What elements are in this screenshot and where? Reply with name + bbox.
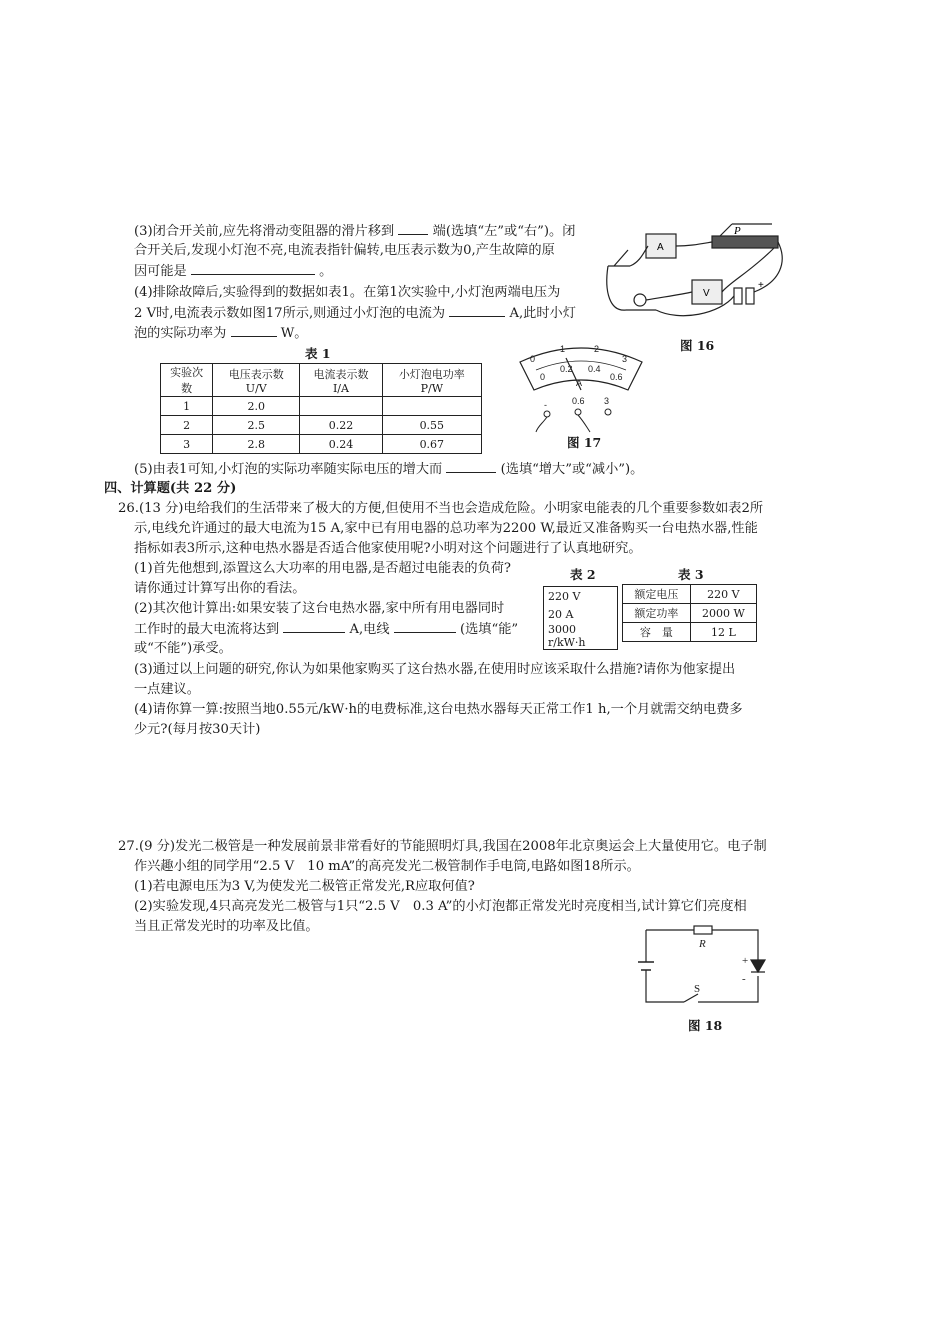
q26-part1-line1: (1)首先他想到,添置这么大功率的用电器,是否超过电能表的负荷? (134, 561, 512, 576)
answer-blank-left-right[interactable] (398, 222, 428, 235)
figure-18-led-circuit (638, 920, 768, 1012)
q25-p5-text-a: (5)由表1可知,小灯泡的实际功率随实际电压的增大而 (134, 462, 443, 477)
q27-part2-line2: 当且正常发光时的功率及比值。 (134, 919, 319, 934)
table-cell: 3 (161, 435, 213, 454)
table-row (544, 623, 618, 650)
q27-line2: 作兴趣小组的同学用“2.5 V 10 mA”的高亮发光二极管制作手电筒,电路如图18所示。 (134, 859, 640, 874)
table-row (161, 416, 482, 435)
table-cell: 3000 r/kW·h (544, 623, 618, 650)
table-cell: 2.8 (213, 435, 300, 454)
q25-part5-line (134, 460, 643, 479)
table-cell: 额定电压 (623, 585, 691, 604)
q25-part4-line2 (134, 304, 576, 323)
ammeter-label: A (657, 242, 664, 253)
q25-p3-text-e: 。 (319, 264, 333, 279)
table-cell: 1 (161, 397, 213, 416)
q27-line1: 27.(9 分)发光二极管是一种发展前景非常看好的节能照明灯具,我国在2008年北京奥运会上大量使用它。电子制 (118, 839, 767, 854)
table-cell: 220 V (544, 587, 618, 606)
table-1 (160, 363, 482, 454)
q26-part4-line2: 少元?(每月按30天计) (134, 722, 261, 737)
table-cell: 容 量 (623, 623, 691, 642)
table-row (161, 397, 482, 416)
terminal-3 (605, 409, 611, 415)
switch-symbol (684, 994, 698, 1002)
q26-line3: 指标如表3所示,这种电热水器是否适合他家使用呢?小明对这个问题进行了认真地研究。 (134, 541, 642, 556)
q25-p5-text-b: (选填“增大”或“减小”)。 (500, 462, 644, 477)
dial-unit-label: A (576, 378, 583, 388)
q25-part4-line3 (134, 324, 307, 343)
led-symbol (751, 960, 765, 972)
table-cell: 额定功率 (623, 604, 691, 623)
figure-18-caption: 图 18 (688, 1018, 723, 1033)
slider-label: P (734, 225, 741, 237)
wire (607, 266, 626, 310)
terminal-label: 0.6 (572, 396, 585, 406)
q27-part1: (1)若电源电压为3 V,为使发光二极管正常发光,R应取何值? (134, 879, 475, 894)
q26-part4-line1: (4)请你算一算:按照当地0.55元/kW·h的电费标准,这台电热水器每天正常工作1 h,一个月就需交纳电费多 (134, 702, 743, 717)
battery-cell-2 (746, 288, 754, 304)
dial-bottom-label: 0.4 (588, 364, 601, 374)
table-1-header: 小灯泡电功率 P/W (382, 364, 481, 397)
table-cell: 20 A (544, 605, 618, 623)
q25-p4-text-e: W。 (280, 326, 308, 341)
q26-line1: 26.(13 分)电给我们的生活带来了极大的方便,但使用不当也会造成危险。小明家电能表的几个重要参数如表2所 (118, 501, 764, 516)
table-cell: 12 L (690, 623, 756, 642)
led-plus-label: + (742, 955, 749, 967)
table-cell: 0.67 (382, 435, 481, 454)
table-3-title: 表 3 (678, 567, 704, 582)
resistor-label: R (699, 938, 706, 950)
terminal-label: - (544, 400, 547, 410)
battery-cell-1 (734, 288, 742, 304)
q26-line2: 示,电线允许通过的最大电流为15 A,家中已有用电器的总功率为2200 W,最近又准备购买一台电热水器,性能 (134, 521, 758, 536)
q25-part3-line3 (134, 262, 332, 281)
figure-17-ammeter-dial (516, 340, 646, 435)
dial-bottom-label: 0 (540, 372, 546, 382)
q25-p3-text-d: 因可能是 (134, 264, 187, 279)
rheostat-slider (720, 224, 772, 236)
q26-part2-line3: 或“不能”)承受。 (134, 641, 232, 656)
answer-blank-current[interactable] (449, 304, 505, 317)
q26-part3-line2: 一点建议。 (134, 682, 200, 697)
wire (536, 417, 547, 432)
table-row (623, 623, 757, 642)
q25-part3-line1 (134, 222, 575, 241)
lamp (634, 294, 646, 306)
switch-symbol (608, 250, 630, 266)
dial-scale (536, 361, 626, 370)
table-1-title: 表 1 (305, 346, 331, 361)
table-cell: 0.55 (382, 416, 481, 435)
dial-bottom-label: 0.2 (560, 364, 573, 374)
table-cell (300, 397, 382, 416)
dial-top-label: 1 (560, 344, 566, 354)
q26-part2-line2 (134, 620, 518, 639)
table-1-header: 电压表示数 U/V (213, 364, 300, 397)
table-row (161, 435, 482, 454)
table-1-header-row (161, 364, 482, 397)
wire (646, 292, 692, 300)
answer-blank-max-current[interactable] (283, 620, 345, 633)
dial-top-label: 3 (622, 354, 628, 364)
battery-plus-label: + (758, 280, 764, 291)
table-cell: 2 (161, 416, 213, 435)
q25-part3-line2: 合开关后,发现小灯泡不亮,电流表指针偏转,电压表示数为0,产生故障的原 (134, 243, 555, 258)
dial-bottom-label: 0.6 (610, 372, 623, 382)
table-1-header: 电流表示数 I/A (300, 364, 382, 397)
switch-label: S (694, 983, 701, 995)
wire (578, 415, 590, 432)
q26-p2-text-b: 工作时的最大电流将达到 (134, 622, 280, 637)
q26-part1-line2: 请你通过计算写出你的看法。 (134, 581, 306, 596)
table-row (623, 604, 757, 623)
table-cell: 2000 W (690, 604, 756, 623)
terminal-minus (544, 411, 550, 417)
table-row (544, 605, 618, 623)
dial-top-label: 2 (594, 344, 600, 354)
q27-part2-line1: (2)实验发现,4只高亮发光二极管与1只“2.5 V 0.3 A”的小灯泡都正常发光时亮度相当,试计算它们亮度相 (134, 899, 747, 914)
figure-17-caption: 图 17 (567, 435, 602, 450)
table-cell: 2.0 (213, 397, 300, 416)
q25-p4-text-c: A,此时小灯 (509, 306, 576, 321)
figure-16-caption: 图 16 (680, 338, 715, 353)
q25-p3-text-a: (3)闭合开关前,应先将滑动变阻器的滑片移到 (134, 224, 395, 239)
voltmeter-label: V (703, 288, 710, 299)
terminal-label: 3 (604, 396, 610, 406)
led-minus-label: - (742, 973, 746, 985)
table-1-header: 实验次数 (161, 364, 213, 397)
table-2-title: 表 2 (570, 567, 596, 582)
figure-16-circuit-apparatus (600, 222, 790, 334)
table-row (544, 587, 618, 606)
q26-p2-text-d: (选填“能” (459, 622, 519, 637)
q25-p4-text-b: 2 V时,电流表示数如图17所示,则通过小灯泡的电流为 (134, 306, 446, 321)
q25-p3-text-b: 端(选填“左”或“右”)。闭 (432, 224, 576, 239)
q25-p4-text-d: 泡的实际功率为 (134, 326, 227, 341)
table-cell: 0.24 (300, 435, 382, 454)
resistor-symbol (694, 926, 712, 934)
wire (630, 246, 648, 266)
table-cell: 220 V (690, 585, 756, 604)
answer-blank-trend[interactable] (446, 460, 496, 473)
terminal-0.6 (575, 409, 581, 415)
q26-part2-line1: (2)其次他计算出:如果安装了这台电热水器,家中所有用电器同时 (134, 601, 505, 616)
table-cell (382, 397, 481, 416)
table-2 (543, 586, 618, 650)
wire (676, 242, 712, 246)
section-4-title: 四、计算题(共 22 分) (104, 481, 237, 496)
answer-blank-fault-cause[interactable] (191, 262, 315, 275)
table-row (623, 585, 757, 604)
q26-part3-line1: (3)通过以上问题的研究,你认为如果他家购买了这台热水器,在使用时应该采取什么措施?请你为他家提出 (134, 662, 736, 677)
table-cell: 0.22 (300, 416, 382, 435)
battery-symbol (638, 962, 654, 970)
q26-p2-text-c: A,电线 (349, 622, 390, 637)
table-3 (622, 584, 757, 642)
table-cell: 2.5 (213, 416, 300, 435)
answer-blank-can-bear[interactable] (394, 620, 456, 633)
dial-top-label: 0 (530, 354, 536, 364)
q25-part4-line1: (4)排除故障后,实验得到的数据如表1。在第1次实验中,小灯泡两端电压为 (134, 285, 561, 300)
answer-blank-power[interactable] (231, 324, 277, 337)
rheostat-body (712, 236, 778, 248)
